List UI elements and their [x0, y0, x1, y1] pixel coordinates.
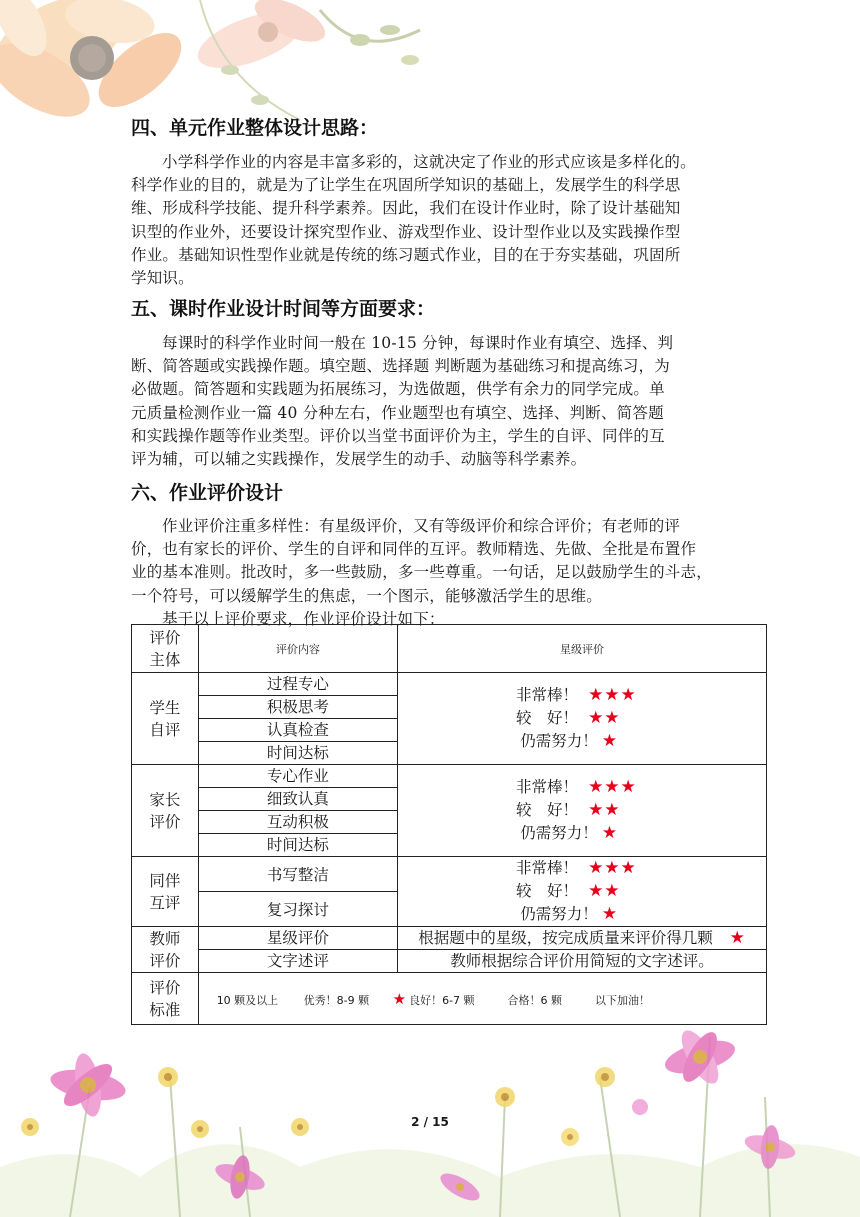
star-icon: ★★★ — [588, 858, 637, 878]
standard-subject: 评价 标准 — [132, 973, 199, 1025]
header-content: 评价内容 — [198, 625, 397, 673]
table-row-parent — [132, 765, 767, 788]
section5-line: 元质量检测作业一篇 40 分种左右，作业题型也有填空、选择、判断、简答题 — [131, 403, 664, 422]
star-icon: ★★★ — [588, 685, 637, 705]
section5-line: 必做题。简答题和实践题为拓展练习，为选做题，供学有余力的同学完成。单 — [131, 380, 665, 399]
star-icon: ★ — [392, 989, 408, 1008]
star-icon: ★★ — [588, 800, 621, 820]
parent-subject: 家长 评价 — [132, 765, 199, 857]
section5-paragraph — [131, 332, 771, 471]
teacher-item: 文字述评 — [198, 950, 397, 973]
rating-excellent: 非常棒！ ★★★ — [516, 685, 637, 705]
parent-rating — [398, 765, 767, 857]
section5-line: 断、简答题或实践操作题。填空题、选择题 判断题为基础练习和提高练习，为 — [131, 357, 670, 376]
section4-heading: 四、单元作业整体设计思路： — [131, 117, 379, 139]
rating-effort: 仍需努力！ ★ — [520, 823, 619, 843]
section5-line: 和实践操作题等作业类型。评价以当堂书面评价为主，学生的自评、同伴的互 — [131, 426, 665, 445]
section6-line: 作业评价注重多样性：有星级评价，又有等级评价和综合评价；有老师的评 — [162, 517, 681, 535]
peer-subject: 同伴 互评 — [132, 857, 199, 927]
table-row-standard — [132, 973, 767, 1025]
peer-rating — [398, 857, 767, 927]
table-header-row — [132, 625, 767, 673]
section4-line: 维、形成科学技能、提升科学素养。因此，我们在设计作业时，除了设计基础知 — [131, 199, 681, 218]
section6-line: 一个符号，可以缓解学生的焦虑，一个图示，能够激活学生的思维。 — [131, 586, 603, 605]
student-item: 时间达标 — [198, 742, 397, 765]
section4-line: 学知识。 — [131, 269, 194, 288]
evaluation-table — [131, 624, 767, 1025]
student-item: 认真检查 — [198, 719, 397, 742]
student-item: 过程专心 — [198, 673, 397, 696]
teacher-desc: 根据题中的星级，按完成质量来评价得几颗 ★ — [398, 927, 767, 950]
section6-line: 业的基本准则。批改时，多一些鼓励，多一些尊重。一句话，足以鼓励学生的斗志， — [131, 563, 712, 582]
star-icon: ★ — [601, 823, 619, 843]
table-row-student — [132, 673, 767, 696]
peer-item: 复习探讨 — [198, 892, 397, 927]
parent-item: 细致认真 — [198, 788, 397, 811]
star-icon: ★ — [601, 904, 619, 924]
student-item: 积极思考 — [198, 696, 397, 719]
rating-good: 较 好！ ★★ — [516, 800, 621, 820]
star-icon: ★ — [601, 731, 619, 751]
section4-line: 科学作业的目的，就是为了让学生在巩固所学知识的基础上，发展学生的科学思 — [131, 176, 681, 195]
rating-effort: 仍需努力！ ★ — [520, 731, 619, 751]
teacher-item: 星级评价 — [198, 927, 397, 950]
table-row-peer — [132, 857, 767, 892]
teacher-subject: 教师 评价 — [132, 927, 199, 973]
parent-item: 专心作业 — [198, 765, 397, 788]
section5-line: 评为辅，可以辅之实践操作，发展学生的动手、动脑等科学素养。 — [131, 450, 587, 469]
section4-paragraph — [131, 151, 771, 290]
rating-good: 较 好！ ★★ — [516, 708, 621, 728]
section6-heading: 六、作业评价设计 — [131, 482, 284, 504]
parent-item: 时间达标 — [198, 834, 397, 857]
student-rating — [398, 673, 767, 765]
star-icon: ★★★ — [588, 777, 637, 797]
peer-item: 书写整洁 — [198, 857, 397, 892]
page-number: 2 / 15 — [411, 1115, 449, 1129]
rating-excellent: 非常棒！ ★★★ — [516, 777, 637, 797]
header-rating: 星级评价 — [398, 625, 767, 673]
section6-intro: 基于以上评价要求，作业评价设计如下： — [162, 609, 445, 628]
header-subject: 评价 主体 — [132, 625, 199, 673]
section6-line: 价，也有家长的评价、学生的自评和同伴的互评。教师精选、先做、全批是布置作 — [131, 540, 697, 559]
section4-line: 作业。基础知识性型作业就是传统的练习题式作业，目的在于夯实基础，巩固所 — [131, 245, 681, 264]
section4-line: 小学科学作业的内容是丰富多彩的，这就决定了作业的形式应该是多样化的。 — [162, 153, 696, 171]
rating-excellent: 非常棒！ ★★★ — [516, 858, 637, 878]
star-icon: ★★ — [588, 708, 621, 728]
section5-heading: 五、课时作业设计时间等方面要求： — [131, 298, 436, 320]
section5-line: 每课时的科学作业时间一般在 10-15 分钟，每课时作业有填空、选择、判 — [162, 334, 674, 352]
star-icon: ★★ — [588, 881, 621, 901]
standard-text: 10 颗及以上 优秀！8-9 颗 ★ 良好！6-7 颗 合格！6 颗 以下加油！ — [198, 973, 766, 1025]
table-row-teacher — [132, 927, 767, 950]
teacher-desc: 教师根据综合评价用简短的文字述评。 — [398, 950, 767, 973]
star-icon: ★ — [729, 928, 746, 948]
section6-paragraph — [131, 515, 771, 631]
rating-good: 较 好！ ★★ — [516, 881, 621, 901]
rating-effort: 仍需努力！ ★ — [520, 904, 619, 924]
student-subject: 学生 自评 — [132, 673, 199, 765]
section4-line: 识型的作业外，还要设计探究型作业、游戏型作业、设计型作业以及实践操作型 — [131, 222, 681, 241]
parent-item: 互动积极 — [198, 811, 397, 834]
